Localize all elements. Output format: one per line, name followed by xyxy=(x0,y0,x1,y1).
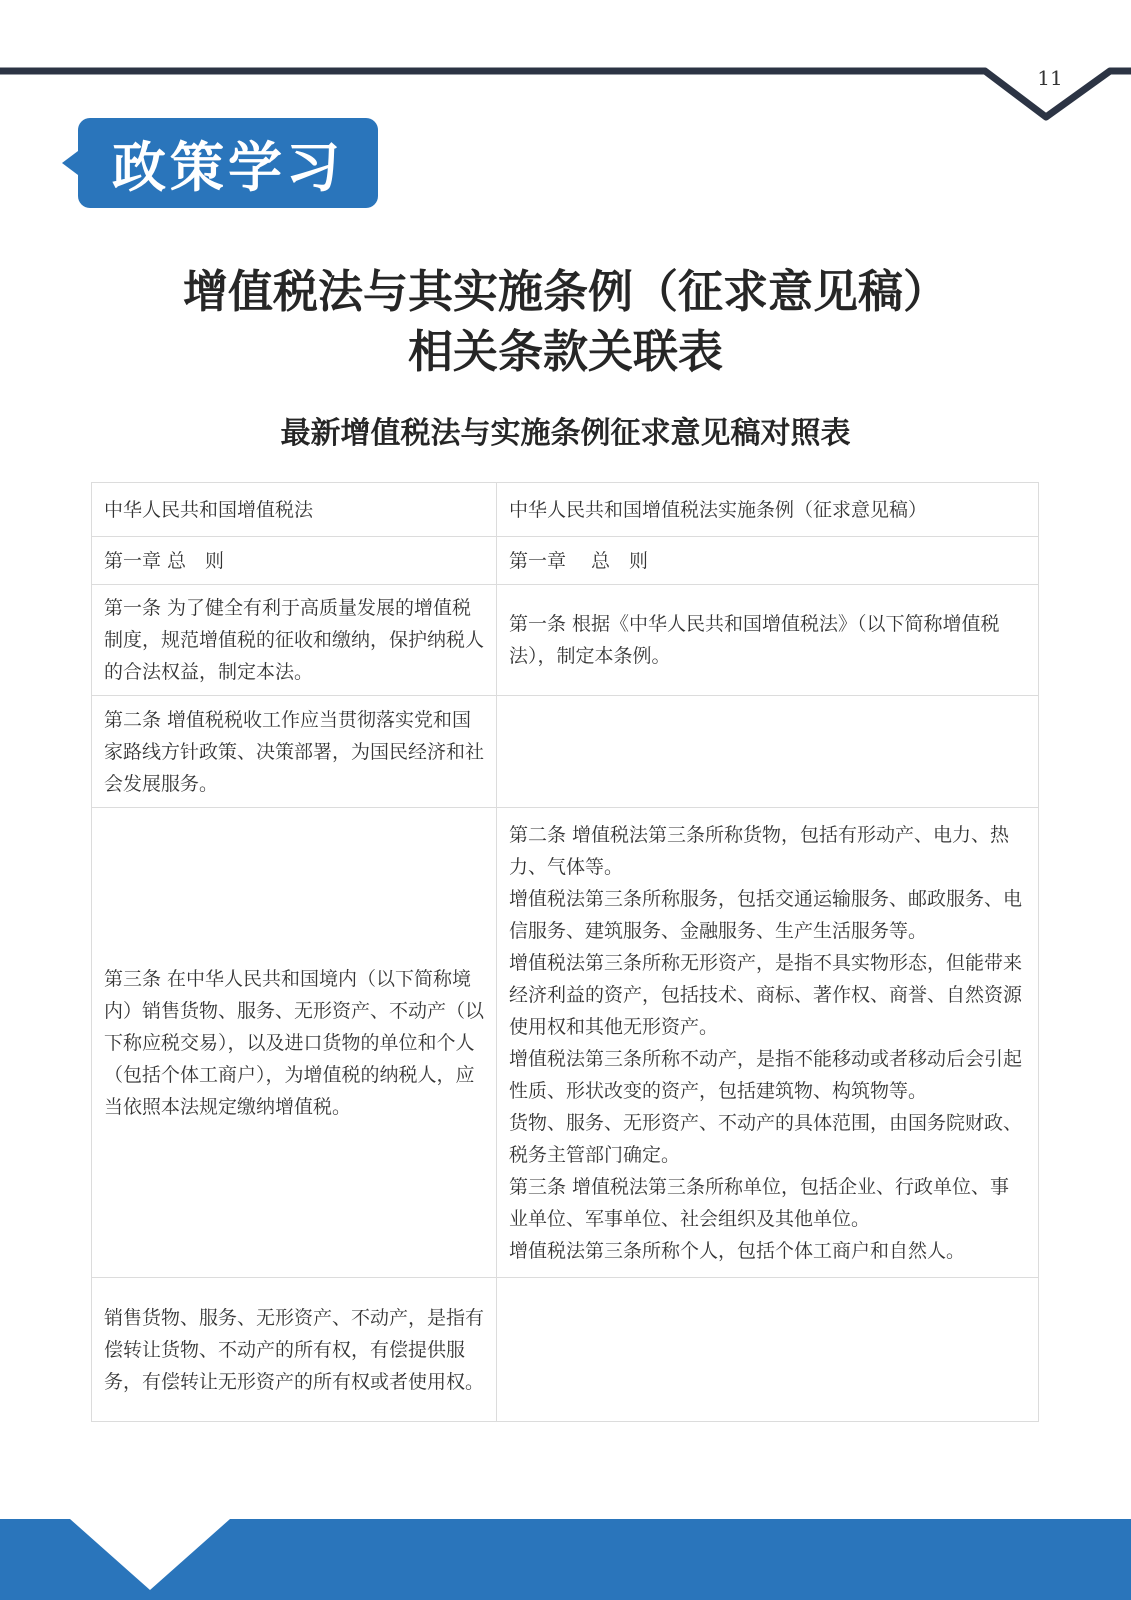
regulation-article-paragraph: 增值税法第三条所称不动产，是指不能移动或者移动后会引起性质、形状改变的资产，包括建筑物、构筑物等。 xyxy=(509,1047,1023,1102)
chapter-cell-regulation: 第一章 总 则 xyxy=(497,537,1039,585)
table-subtitle: 最新增值税法与实施条例征求意见稿对照表 xyxy=(280,416,851,451)
regulation-article-paragraph: 增值税法第三条所称无形资产，是指不具实物形态，但能带来经济利益的资产，包括技术、商标、著作权、商誉、自然资源使用权和其他无形资产。 xyxy=(509,951,1023,1038)
regulation-article-paragraph: 货物、服务、无形资产、不动产的具体范围，由国务院财政、税务主管部门确定。 xyxy=(509,1111,1023,1166)
section-badge-label: 政策学习 xyxy=(112,135,344,199)
table-row xyxy=(92,1278,1039,1422)
regulation-article-cell-empty xyxy=(497,696,1039,808)
chapter-cell-law: 第一章 总 则 xyxy=(92,537,497,585)
regulation-article-paragraph: 增值税法第三条所称服务，包括交通运输服务、邮政服务、电信服务、建筑服务、金融服务、生产生活服务等。 xyxy=(509,887,1023,942)
law-article-cell xyxy=(92,696,497,808)
law-article-text: 第一条 为了健全有利于高质量发展的增值税制度，规范增值税的征收和缴纳，保护纳税人的合法权益，制定本法。 xyxy=(104,597,485,683)
header-cell-law: 中华人民共和国增值税法 xyxy=(92,483,497,537)
law-article-cell xyxy=(92,1278,497,1422)
page-title xyxy=(0,262,1131,382)
header-decoration xyxy=(0,0,1131,130)
regulation-article-cell xyxy=(497,808,1039,1278)
page-title-line-2: 相关条款关联表 xyxy=(407,325,723,378)
law-article-text: 销售货物、服务、无形资产、不动产，是指有偿转让货物、不动产的所有权，有偿提供服务，有偿转让无形资产的所有权或者使用权。 xyxy=(104,1306,485,1393)
header-cell-regulation: 中华人民共和国增值税法实施条例（征求意见稿） xyxy=(497,483,1039,537)
comparison-table xyxy=(91,482,1039,1422)
page-title-line-1: 增值税法与其实施条例（征求意见稿） xyxy=(182,265,948,318)
table-header-row xyxy=(92,483,1039,537)
regulation-article-cell xyxy=(497,585,1039,696)
table-row xyxy=(92,696,1039,808)
regulation-article-paragraph: 第二条 增值税法第三条所称货物，包括有形动产、电力、热力、气体等。 xyxy=(509,823,1010,878)
chapter-row xyxy=(92,537,1039,585)
law-article-cell xyxy=(92,585,497,696)
regulation-article-cell-empty xyxy=(497,1278,1039,1422)
section-badge xyxy=(78,118,378,208)
regulation-article-paragraph: 第三条 增值税法第三条所称单位，包括企业、行政单位、事业单位、军事单位、社会组织及其他单位。 xyxy=(509,1175,1010,1230)
law-article-text: 第三条 在中华人民共和国境内（以下简称境内）销售货物、服务、无形资产、不动产（以下称应税交易），以及进口货物的单位和个人（包括个体工商户），为增值税的纳税人，应当依照本法规定缴纳增值税。 xyxy=(104,967,485,1118)
law-article-cell xyxy=(92,808,497,1278)
footer-decoration xyxy=(0,1510,1131,1600)
regulation-article-text: 第一条 根据《中华人民共和国增值税法》（以下简称增值税法），制定本条例。 xyxy=(509,613,1000,667)
law-article-text: 第二条 增值税税收工作应当贯彻落实党和国家路线方针政策、决策部署，为国民经济和社会发展服务。 xyxy=(104,708,485,795)
regulation-article-paragraph: 增值税法第三条所称个人，包括个体工商户和自然人。 xyxy=(509,1239,966,1262)
table-row xyxy=(92,808,1039,1278)
page-number: 11 xyxy=(1037,66,1063,90)
table-row xyxy=(92,585,1039,696)
